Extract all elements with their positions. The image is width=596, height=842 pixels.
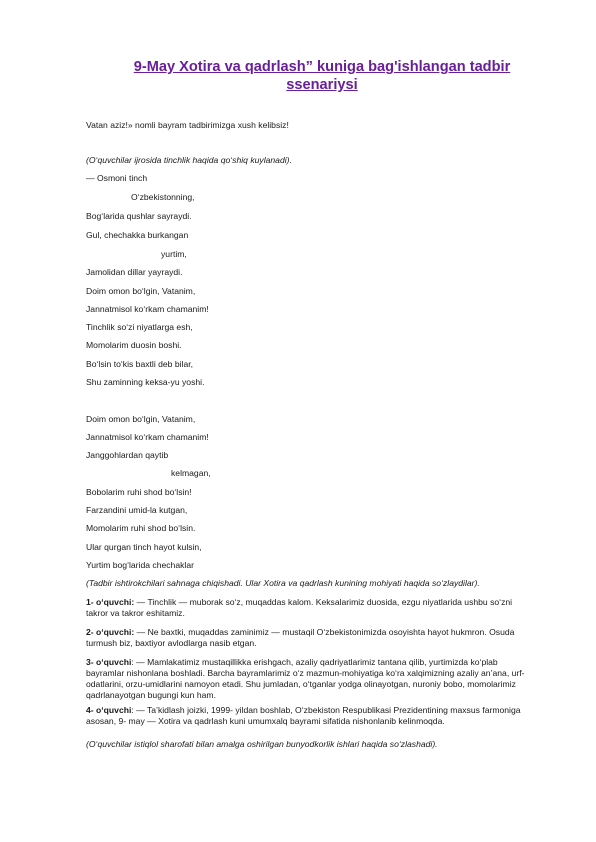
reader-text: — Ne baxtki, muqaddas zaminimiz — mustaqil O‘zbekistonimizda osoyishta hayot hukmron. Osuda turmush biz, baxtiyor avlodlarga nasib etgan. [86, 627, 515, 648]
reader-paragraph [86, 597, 532, 619]
song-line: Jannatmisol ko‘rkam chamanim! [86, 304, 209, 314]
song-line: Jamolidan dillar yayraydi. [86, 267, 183, 277]
reader-label: 4- o‘quvchi [86, 705, 132, 715]
reader-text: — Tinchlik — muborak so‘z, muqaddas kalom. Keksalarimiz duosida, ezgu niyatlarida ushbu so‘zni takror va takror eshitamiz. [86, 597, 513, 618]
song-line: Doim omon bo‘lgin, Vatanim, [86, 286, 196, 296]
song-line: — Osmoni tinch [86, 173, 148, 183]
song-line: O‘zbekistonning, [131, 192, 195, 202]
song-line: Yurtim bog‘larida chechaklar [86, 560, 194, 570]
song-line: Doim omon bo‘lgin, Vatanim, [86, 414, 196, 424]
reader-label: 2- o‘quvchi: [86, 627, 135, 637]
reader-paragraph [86, 657, 532, 701]
song-line: Farzandini umid-la kutgan, [86, 505, 188, 515]
reader-label: 1- o‘quvchi: [86, 597, 135, 607]
reader-label: 3- o‘quvchi [86, 657, 132, 667]
reader-text: : — Ta’kidlash joizki, 1999- yildan boshlab, O‘zbekiston Respublikasi Prezidentining maxsus farmoniga asosan, 9- may — Xotira va qadrlash kuni umumxalq bayrami sifatida nishonlanib kelinmoqda. [86, 705, 521, 726]
song-line: Momolarim ruhi shod bo‘lsin. [86, 523, 196, 533]
song-line: Gul, chechakka burkangan [86, 230, 189, 240]
page-title: 9-May Xotira va qadrlash” kuniga bag'ishlangan tadbir ssenariysi [133, 59, 511, 93]
intro-text: Vatan aziz!» nomli bayram tadbirimizga xush kelibsiz! [86, 120, 289, 130]
stage-direction: (O‘quvchilar ijrosida tinchlik haqida qo‘shiq kuylanadi). [86, 155, 292, 165]
song-line: Jannatmisol ko‘rkam chamanim! [86, 432, 209, 442]
reader-text: : — Mamlakatimiz mustaqillikka erishgach, azaliy qadriyatlarimiz tantana qilib, yurtimizda ko‘plab bayramlar nishonlana boshladi. Barcha bayramlarimiz o‘z mazmun-mohiyatiga ko‘ra xalqimizning azaliy an’ana, urf-odatlarini, orzu-umidlarini namoyon etadi. Shu jumladan, o‘tganlar yodga olinayotgan, nuroniy bobo, momolarimiz qadrlanayotgan bugungi kun ham. [86, 657, 525, 700]
reader-paragraph [86, 627, 532, 649]
song-line: kelmagan, [171, 468, 211, 478]
song-line: Janggohlardan qaytib [86, 450, 169, 460]
song-line: Bobolarim ruhi shod bo‘lsin! [86, 487, 192, 497]
song-line: Shu zaminning keksa-yu yoshi. [86, 377, 205, 387]
song-line: Tinchlik so‘zi niyatlarga esh, [86, 322, 193, 332]
stage-direction: (Tadbir ishtirokchilari sahnaga chiqishadi. Ular Xotira va qadrlash kunining mohiyati haqida so‘zlaydilar). [86, 578, 480, 588]
song-line: yurtim, [161, 249, 187, 259]
stage-direction: (O‘quvchilar istiqlol sharofati bilan amalga oshirilgan bunyodkorlik ishlari haqida so‘zlashadi). [86, 739, 438, 749]
song-line: Ular qurgan tinch hayot kulsin, [86, 542, 202, 552]
reader-paragraph [86, 705, 532, 727]
song-line: Bo‘lsin to‘kis baxtli deb bilar, [86, 359, 193, 369]
song-line: Momolarim duosin boshi. [86, 340, 182, 350]
song-line: Bog‘larida qushlar sayraydi. [86, 211, 192, 221]
